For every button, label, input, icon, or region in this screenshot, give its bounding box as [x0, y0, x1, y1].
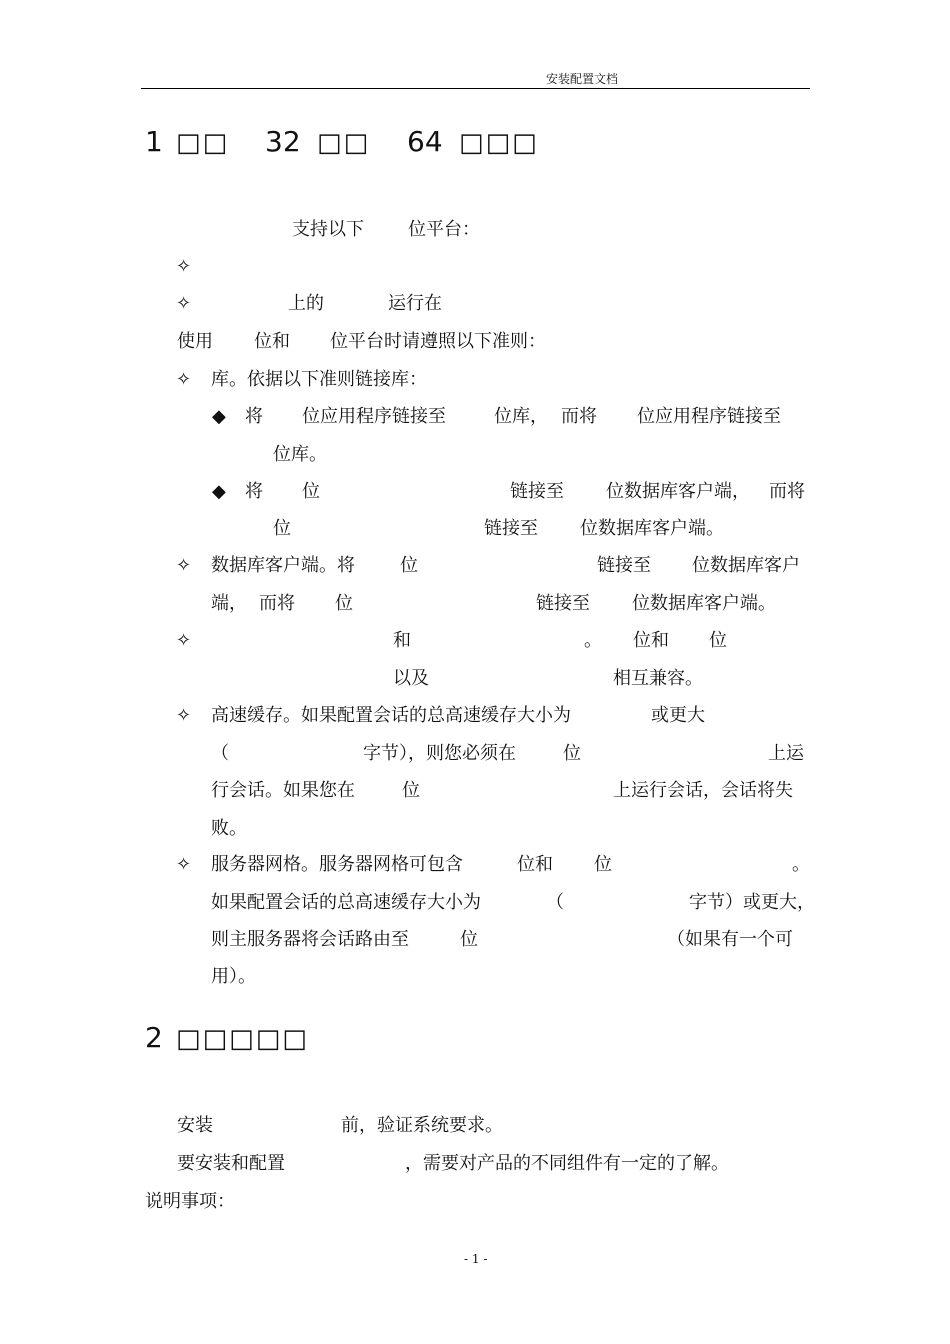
text-line: 将 [245, 481, 263, 502]
text-line: 。 [584, 630, 602, 651]
text-line: （如果有一个可 [667, 929, 793, 950]
text-line: 端， [211, 593, 247, 614]
text-line: 位和 [633, 630, 669, 651]
diamond-outline-icon: ✧ [176, 630, 192, 651]
text-line: 位平台时请遵照以下准则： [330, 331, 546, 352]
text-line: 而将 [769, 481, 805, 502]
text-line: 行会话。如果您在 [211, 780, 355, 801]
page-number: - 1 - [464, 1252, 488, 1266]
header-title: 安装配置文档 [546, 72, 619, 86]
text-line: 位和 [517, 854, 553, 875]
text-line: 字节）或更大， [689, 892, 815, 913]
text-line: 位库。 [273, 444, 327, 465]
text-line: 前，验证系统要求。 [341, 1115, 503, 1136]
section-1-heading-glyphs-b: □□ [317, 128, 371, 158]
text-line: 高速缓存。如果配置会话的总高速缓存大小为 [211, 705, 571, 726]
section-1-number: 1 [145, 125, 163, 158]
text-line: 位 [335, 593, 353, 614]
section-1-heading-glyphs-a: □□ [176, 128, 230, 158]
text-line: 链接至 [510, 481, 564, 502]
diamond-outline-icon: ✧ [176, 256, 192, 277]
text-line: 位 [563, 743, 581, 764]
text-line: （ [546, 892, 564, 913]
section-1-heading-32: 32 [265, 125, 301, 158]
text-line: 位 [709, 630, 727, 651]
text-line: 相互兼容。 [613, 668, 703, 689]
text-line: （ [211, 743, 229, 764]
text-line: 链接至 [536, 593, 590, 614]
text-line: ，需要对产品的不同组件有一定的了解。 [405, 1153, 729, 1174]
text-line: 位平台： [408, 219, 480, 240]
text-line: 上的 [288, 293, 324, 314]
text-line: 位数据库客户端， [606, 481, 750, 502]
text-line: 位库， [494, 406, 548, 427]
text-line: 上运 [768, 743, 804, 764]
section-2-heading-glyphs: □□□□□ [176, 1024, 309, 1054]
text-line: 链接至 [484, 518, 538, 539]
text-line: 如果配置会话的总高速缓存大小为 [211, 892, 481, 913]
text-line: 位 [273, 518, 291, 539]
text-line: 位 [400, 555, 418, 576]
text-line: 要安装和配置 [177, 1153, 285, 1174]
text-line: 字节），则您必须在 [363, 743, 516, 764]
diamond-filled-icon: ◆ [212, 481, 226, 502]
text-line: 位 [302, 481, 320, 502]
text-line: 服务器网格。服务器网格可包含 [211, 854, 463, 875]
text-line: 用）。 [211, 966, 256, 987]
text-line: 安装 [177, 1115, 213, 1136]
section-1-heading-glyphs-c: □□□ [459, 128, 539, 158]
section-1-heading [145, 126, 163, 158]
text-line: 位数据库客户 [692, 555, 800, 576]
text-line: 而将 [259, 593, 295, 614]
text-line: 库。依据以下准则链接库： [211, 369, 427, 390]
text-line: 位数据库客户端。 [632, 593, 776, 614]
section-1-heading-64: 64 [407, 125, 443, 158]
text-line: 以及 [393, 668, 429, 689]
text-line: 则主服务器将会话路由至 [211, 929, 409, 950]
text-line: 链接至 [597, 555, 651, 576]
text-line: 运行在 [388, 293, 442, 314]
text-line: 位 [460, 929, 478, 950]
text-line: 或更大 [651, 705, 705, 726]
text-line: 败。 [211, 818, 247, 839]
diamond-outline-icon: ✧ [176, 705, 192, 726]
header-rule [141, 88, 810, 89]
diamond-outline-icon: ✧ [176, 369, 192, 390]
text-line: 位 [594, 854, 612, 875]
diamond-outline-icon: ✧ [176, 854, 192, 875]
text-line: 位数据库客户端。 [580, 518, 724, 539]
text-line: 和 [393, 630, 411, 651]
text-line: 支持以下 [292, 219, 364, 240]
text-line: 将 [245, 406, 263, 427]
text-line: 位应用程序链接至 [637, 406, 781, 427]
text-line: 说明事项： [145, 1191, 235, 1212]
diamond-outline-icon: ✧ [176, 555, 192, 576]
text-line: 。 [792, 854, 810, 875]
text-line: 位 [402, 780, 420, 801]
text-line: 而将 [561, 406, 597, 427]
diamond-outline-icon: ✧ [176, 293, 192, 314]
section-2-number: 2 [145, 1021, 163, 1054]
diamond-filled-icon: ◆ [212, 406, 226, 427]
text-line: 上运行会话，会话将失 [613, 780, 793, 801]
text-line: 数据库客户端。将 [211, 555, 355, 576]
text-line: 使用 [177, 331, 213, 352]
text-line: 位和 [254, 331, 290, 352]
text-line: 位应用程序链接至 [302, 406, 446, 427]
